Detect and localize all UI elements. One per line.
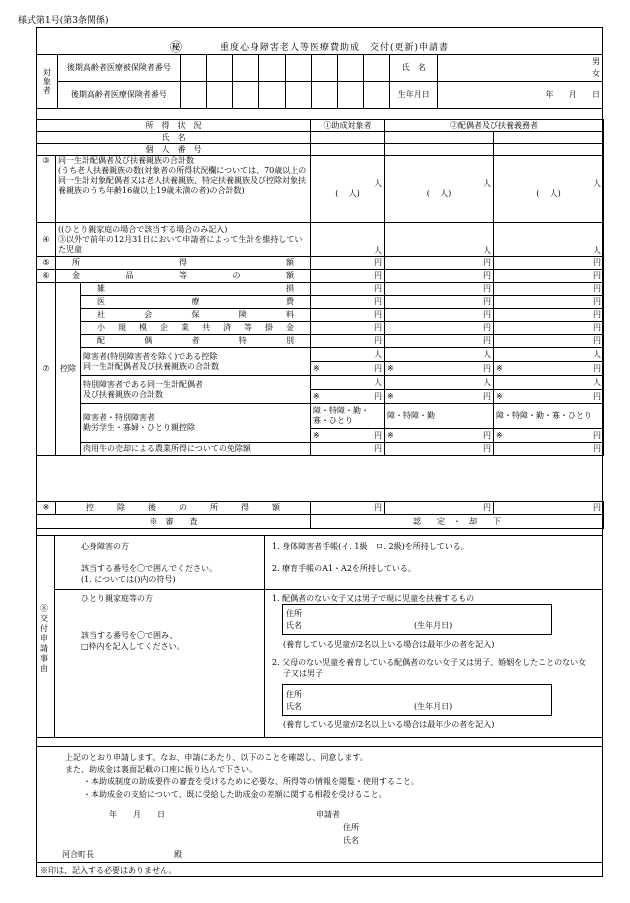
review-label: ※ 審 査 bbox=[37, 515, 311, 529]
row6-c3[interactable]: 円 bbox=[494, 270, 604, 283]
beef-c3[interactable]: 円 bbox=[494, 443, 604, 456]
misc-yen-c1[interactable]: ※ 円 bbox=[311, 429, 385, 443]
review-result[interactable]: 認 定 ・ 却 下 bbox=[311, 515, 604, 529]
misc-yen-c2[interactable]: ※ 円 bbox=[385, 429, 494, 443]
row4-num: ④ bbox=[37, 223, 56, 257]
reason-b2-note: (養育している児童が2名以上いる場合は最年少の者を記入) bbox=[283, 720, 495, 729]
deduct-c2[interactable]: 円 bbox=[385, 335, 494, 348]
decl-line1: 上記のとおり申請します。なお、申請にあたり、以下のことを確認し、同意します。 bbox=[65, 753, 368, 762]
decl-bullet1: ・本助成制度の助成要件の審査を受けるために必要な、所得等の情報を閲覧・使用すること。 bbox=[83, 777, 419, 786]
subject-table bbox=[36, 54, 603, 109]
disabled-yen-c3[interactable]: ※ 円 bbox=[494, 362, 604, 376]
row5-num: ⑤ bbox=[37, 257, 56, 270]
decl-bullet2: ・本助成金の支給について、既に受給した助成金の差額に関する相殺を受けること。 bbox=[83, 790, 387, 799]
subject-group-label: 対象者 bbox=[37, 55, 58, 109]
deduct-c2[interactable]: 円 bbox=[385, 309, 494, 322]
reason-b-note1: 該当する番号を〇で囲み、 bbox=[81, 631, 178, 640]
deduct-label: 控除 bbox=[56, 283, 81, 456]
sex-female[interactable]: 女 bbox=[592, 69, 600, 78]
reason-b2-birth: (生年月日) bbox=[414, 702, 453, 711]
insurer-digit[interactable] bbox=[285, 82, 311, 109]
reason-b1-note: (養育している児童が2名以上いる場合は最年少の者を記入) bbox=[283, 640, 495, 649]
deduct-item: 配 偶 者 特 別 bbox=[81, 335, 311, 348]
deduct-item: 社 会 保 険 料 bbox=[81, 309, 311, 322]
misc-c2[interactable]: 障・特障・勤 bbox=[385, 404, 494, 429]
special-person-c3[interactable]: 人 bbox=[494, 376, 604, 390]
deduct-c1[interactable]: 円 bbox=[311, 296, 385, 309]
name-field[interactable] bbox=[438, 55, 603, 82]
reason-a-option2[interactable]: 2. 療育手帳のA1・A2を所持している。 bbox=[272, 564, 416, 573]
col-item-header: 所 得 状 況 bbox=[37, 120, 311, 132]
deduct-c2[interactable]: 円 bbox=[385, 296, 494, 309]
beef-text: 肉用牛の売却による農業所得についての免除額 bbox=[81, 443, 311, 456]
row5-text: 所 得 額 bbox=[56, 257, 311, 270]
insured-digit[interactable] bbox=[364, 55, 390, 82]
deduct-c1[interactable]: 円 bbox=[311, 322, 385, 335]
insured-digit[interactable] bbox=[180, 55, 206, 82]
after-c3[interactable]: 円 bbox=[494, 502, 604, 515]
form-label: 様式第1号(第3条関係) bbox=[18, 16, 109, 26]
row3-num: ③ bbox=[37, 156, 56, 223]
sex-male[interactable]: 男 bbox=[592, 57, 600, 66]
insured-digit[interactable] bbox=[233, 55, 259, 82]
insured-number-label: 後期高齢者医療被保険者番号 bbox=[57, 55, 180, 82]
insurer-digit[interactable] bbox=[259, 82, 285, 109]
reason-a-note2: (1. については()内の符号) bbox=[81, 575, 176, 584]
special-person-c2[interactable]: 人 bbox=[385, 376, 494, 390]
reason-a-note1: 該当する番号を〇で囲んでください。 bbox=[81, 564, 217, 573]
mynumber-cell[interactable] bbox=[385, 144, 494, 156]
deduct-c3[interactable]: 円 bbox=[494, 283, 604, 296]
special-yen-c1[interactable]: ※ 円 bbox=[311, 390, 385, 404]
row4-text: ((ひとり親家庭の場合で該当する場合のみ記入) ③以外で前年の12月31日において申請者によって生計を維持していた児童 bbox=[56, 223, 311, 257]
deduct-c3[interactable]: 円 bbox=[494, 335, 604, 348]
row3-c2[interactable]: 人 ( 人) bbox=[385, 156, 494, 223]
insurer-digit[interactable] bbox=[337, 82, 363, 109]
insurer-digit[interactable] bbox=[364, 82, 390, 109]
footnote: ※印は、記入する必要はありません。 bbox=[40, 866, 177, 875]
col-family-header: ②配偶者及び扶養義務者 bbox=[385, 120, 604, 132]
insured-digit[interactable] bbox=[337, 55, 363, 82]
misc-yen-c3[interactable]: ※ 円 bbox=[494, 429, 604, 443]
deduct-c2[interactable]: 円 bbox=[385, 283, 494, 296]
deduct-c3[interactable]: 円 bbox=[494, 309, 604, 322]
decl-date[interactable]: 年 月 日 bbox=[109, 810, 165, 819]
insured-digit[interactable] bbox=[259, 55, 285, 82]
insured-digit[interactable] bbox=[285, 55, 311, 82]
mynumber-cell[interactable] bbox=[311, 144, 385, 156]
disabled-person-c1[interactable]: 人 bbox=[311, 348, 385, 362]
deduct-c1[interactable]: 円 bbox=[311, 309, 385, 322]
disabled-person-c2[interactable]: 人 bbox=[385, 348, 494, 362]
reason-b-option2[interactable]: 2. 父母のない児童を養育している配偶者のない女子又は男子、婚姻をしたことのない女子又は男子 bbox=[272, 658, 587, 678]
misc-c1[interactable]: 障・特障・勤・寡・ひとり bbox=[311, 404, 385, 429]
decl-dono: 殿 bbox=[174, 850, 182, 859]
mynumber-row-label: 個 人 番 号 bbox=[37, 144, 311, 156]
special-yen-c3[interactable]: ※ 円 bbox=[494, 390, 604, 404]
decl-addressee: 河合町長 bbox=[62, 850, 94, 859]
name-label: 氏 名 bbox=[390, 55, 438, 82]
row5-c3[interactable]: 円 bbox=[494, 257, 604, 270]
name-row-label: 氏 名 bbox=[37, 132, 311, 144]
deduct-c1[interactable]: 円 bbox=[311, 283, 385, 296]
special-person-c1[interactable]: 人 bbox=[311, 376, 385, 390]
reason-b-note2: □枠内を記入してください。 bbox=[81, 642, 185, 651]
reason-b-option1[interactable]: 1. 配偶者のない女子又は男子で現に児童を扶養するもの bbox=[272, 594, 475, 603]
row5-c1[interactable]: 円 bbox=[311, 257, 385, 270]
name-cell[interactable] bbox=[494, 132, 604, 144]
summary-table bbox=[36, 501, 604, 529]
insurer-number-label: 後期高齢者医療保険者番号 bbox=[57, 82, 180, 109]
reason-b2-addr: 住所 bbox=[286, 690, 302, 699]
reason-a-title: 心身障害の方 bbox=[81, 542, 129, 551]
deduct-num: ⑦ bbox=[37, 283, 56, 456]
reason-b1-birth: (生年月日) bbox=[414, 621, 453, 630]
deduct-item: 雑 損 bbox=[81, 283, 311, 296]
mynumber-cell[interactable] bbox=[494, 144, 604, 156]
disabled-yen-c1[interactable]: ※ 円 bbox=[311, 362, 385, 376]
row3-c1[interactable]: 人 ( 人) bbox=[311, 156, 385, 223]
decl-line2: また、助成金は裏面記載の口座に振り込んで下さい。 bbox=[65, 765, 257, 774]
after-c2[interactable]: 円 bbox=[385, 502, 494, 515]
income-table bbox=[36, 119, 604, 456]
reason-b-title: ひとり親家庭等の方 bbox=[81, 594, 153, 603]
birth-field[interactable]: 年 月 日 bbox=[438, 82, 603, 109]
deduct-item: 医 療 費 bbox=[81, 296, 311, 309]
birth-label: 生年月日 bbox=[390, 82, 438, 109]
row6-c1[interactable]: 円 bbox=[311, 270, 385, 283]
disabled-person-c3[interactable]: 人 bbox=[494, 348, 604, 362]
row3-text: 同一生計配偶者及び扶養親族の合計数 (うち老人扶養親族の数(対象者の所得状況欄については、70歳以上の同一生計対象配偶者又は老人扶養親族、特定扶養親族及び控除対象扶養親族のうち年齢16歳以上19歳未満の者)の合計数) bbox=[56, 156, 311, 223]
secret-mark: ㊙ bbox=[170, 40, 183, 54]
form-title: 重度心身障害老人等医療費助成 交付(更新)申請書 bbox=[220, 43, 450, 53]
reason-vdivider bbox=[264, 535, 265, 738]
reason-b2-name: 氏名 bbox=[286, 702, 302, 711]
row5-c2[interactable]: 円 bbox=[385, 257, 494, 270]
disabled-text: 障害者(特別障害者を除く)である控除 同一生計配偶者及び扶養親族の合計数 bbox=[81, 348, 311, 376]
deduct-item: 小規模企業共済等掛金 bbox=[81, 322, 311, 335]
decl-addr[interactable]: 住所 bbox=[343, 823, 359, 832]
after-text: 控 除 後 の 所 得 額 bbox=[56, 502, 311, 515]
reason-a-option1[interactable]: 1. 身体障害者手帳(イ. 1級 ロ. 2級)を所持している。 bbox=[272, 542, 469, 551]
row6-text: 金 品 等 の 額 bbox=[56, 270, 311, 283]
name-cell[interactable] bbox=[311, 132, 385, 144]
insurer-digit[interactable] bbox=[233, 82, 259, 109]
row3-c3[interactable]: 人 ( 人) bbox=[494, 156, 604, 223]
row6-c2[interactable]: 円 bbox=[385, 270, 494, 283]
reason-b1-name: 氏名 bbox=[286, 621, 302, 630]
name-cell[interactable] bbox=[385, 132, 494, 144]
misc-text: 障害者・特別障害者 勤労学生・寡婦・ひとり親控除 bbox=[81, 404, 311, 443]
col-subject-header: ①助成対象者 bbox=[311, 120, 385, 132]
disabled-yen-c2[interactable]: ※ 円 bbox=[385, 362, 494, 376]
reason-label: ⑧交付申請事由 bbox=[40, 604, 48, 673]
deduct-c1[interactable]: 円 bbox=[311, 335, 385, 348]
decl-name[interactable]: 氏名 bbox=[343, 836, 359, 845]
row4-c3[interactable]: 人 bbox=[494, 223, 604, 257]
insurer-digit[interactable] bbox=[311, 82, 337, 109]
after-c1[interactable]: 円 bbox=[311, 502, 385, 515]
beef-c2[interactable]: 円 bbox=[385, 443, 494, 456]
special-text: 特別障害者である同一生計配偶者 及び扶養親族の合計数 bbox=[81, 376, 311, 404]
misc-c3[interactable]: 障・特障・勤・寡・ひとり bbox=[494, 404, 604, 429]
insured-digit[interactable] bbox=[311, 55, 337, 82]
row4-c2[interactable]: 人 bbox=[385, 223, 494, 257]
reason-divider bbox=[55, 589, 603, 590]
after-mark: ※ bbox=[37, 502, 56, 515]
reason-b1-addr: 住所 bbox=[286, 609, 302, 618]
special-yen-c2[interactable]: ※ 円 bbox=[385, 390, 494, 404]
insurer-digit[interactable] bbox=[207, 82, 233, 109]
insured-digit[interactable] bbox=[207, 55, 233, 82]
row4-c1[interactable]: 人 bbox=[311, 223, 385, 257]
deduct-c3[interactable]: 円 bbox=[494, 296, 604, 309]
deduct-c2[interactable]: 円 bbox=[385, 322, 494, 335]
deduct-c3[interactable]: 円 bbox=[494, 322, 604, 335]
insurer-digit[interactable] bbox=[180, 82, 206, 109]
decl-applicant: 申請者 bbox=[316, 810, 340, 819]
beef-c1[interactable]: 円 bbox=[311, 443, 385, 456]
row6-num: ⑥ bbox=[37, 270, 56, 283]
